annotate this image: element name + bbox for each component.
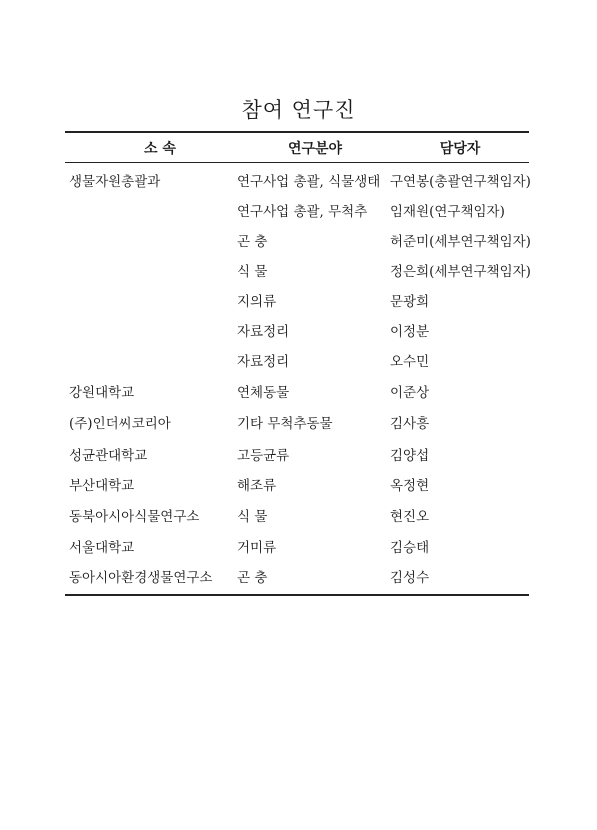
cell-affiliation: (주)인더씨코리아 — [69, 416, 171, 432]
cell-field: 거미류 — [237, 540, 277, 556]
cell-affiliation: 동북아시아식물연구소 — [69, 509, 200, 525]
cell-person: 허준미(세부연구책임자) — [390, 234, 531, 250]
cell-person: 임재원(연구책임자) — [390, 204, 505, 220]
cell-field: 곤 충 — [237, 234, 268, 250]
cell-affiliation: 생물자원총괄과 — [69, 174, 161, 190]
cell-person: 구연봉(총괄연구책임자) — [390, 174, 531, 190]
table-bottom-rule — [65, 594, 529, 596]
cell-field: 연체동물 — [237, 385, 290, 401]
cell-field: 고등균류 — [237, 448, 290, 464]
cell-field: 자료정리 — [237, 354, 290, 370]
cell-affiliation: 성균관대학교 — [69, 448, 148, 464]
cell-field: 곤 충 — [237, 570, 268, 586]
table-row — [0, 538, 597, 568]
page-title: 참여 연구진 — [241, 98, 356, 122]
cell-field: 식 물 — [237, 509, 268, 525]
table-row — [0, 446, 597, 476]
cell-person: 문광희 — [390, 294, 430, 310]
cell-person: 김승태 — [390, 540, 430, 556]
table-row — [0, 414, 597, 444]
table-row — [0, 202, 597, 232]
table-row — [0, 352, 597, 382]
cell-person: 정은희(세부연구책임자) — [390, 264, 531, 280]
table-row — [0, 383, 597, 413]
cell-person: 이정분 — [390, 324, 430, 340]
cell-person: 김사흥 — [390, 416, 430, 432]
column-header-field: 연구분야 — [287, 141, 343, 157]
cell-affiliation: 동아시아환경생물연구소 — [69, 570, 213, 586]
cell-field: 기타 무척추동물 — [237, 416, 333, 432]
column-header-affiliation: 소 속 — [144, 141, 176, 157]
cell-field: 연구사업 총괄, 무척추 — [237, 204, 368, 220]
cell-person: 오수민 — [390, 354, 430, 370]
table-row — [0, 292, 597, 322]
table-row — [0, 476, 597, 506]
cell-person: 현진오 — [390, 509, 430, 525]
cell-field: 식 물 — [237, 264, 268, 280]
cell-field: 지의류 — [237, 294, 277, 310]
column-header-person: 담당자 — [439, 141, 481, 157]
cell-field: 자료정리 — [237, 324, 290, 340]
table-row — [0, 507, 597, 537]
cell-field: 연구사업 총괄, 식물생태 — [237, 174, 381, 190]
table-row — [0, 232, 597, 262]
cell-person: 옥정현 — [390, 478, 430, 494]
table-header-rule — [65, 162, 529, 163]
cell-person: 이준상 — [390, 385, 430, 401]
cell-affiliation: 부산대학교 — [69, 478, 135, 494]
cell-field: 해조류 — [237, 478, 277, 494]
cell-affiliation: 서울대학교 — [69, 540, 135, 556]
table-top-rule — [65, 131, 529, 133]
cell-person: 김양섭 — [390, 448, 430, 464]
table-row — [0, 262, 597, 292]
table-row — [0, 322, 597, 352]
table-row — [0, 172, 597, 202]
cell-affiliation: 강원대학교 — [69, 385, 135, 401]
cell-person: 김성수 — [390, 570, 430, 586]
